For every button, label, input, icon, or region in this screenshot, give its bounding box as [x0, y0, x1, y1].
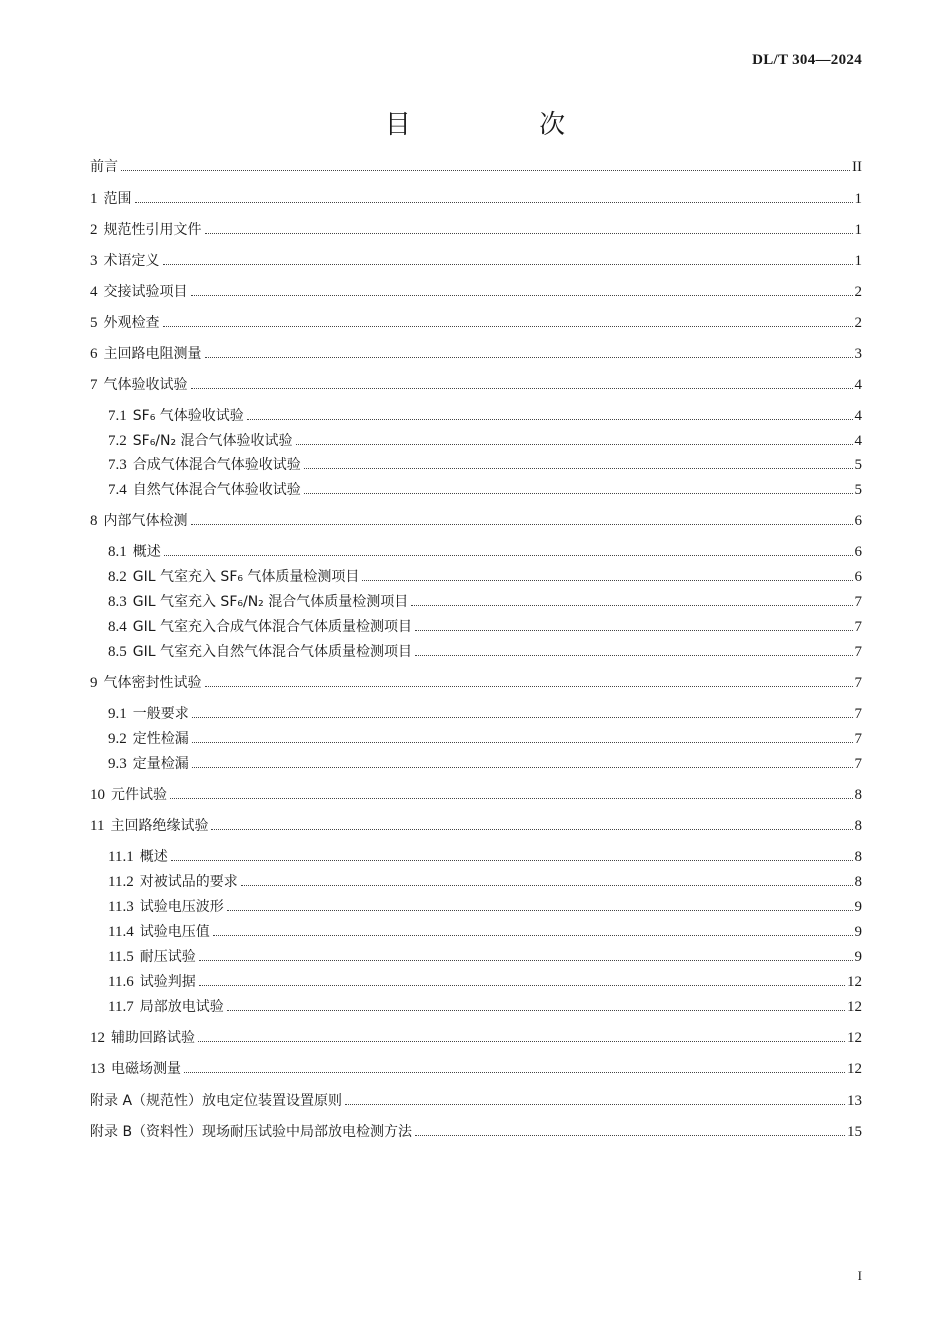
- toc-entry-title: 气体密封性试验: [103, 675, 202, 691]
- toc-entry-page: 13: [847, 1093, 862, 1109]
- toc-entry[interactable]: [108, 592, 862, 612]
- dot-leader: [192, 742, 853, 743]
- toc-entry[interactable]: [108, 922, 862, 942]
- toc-entry-number: 8.4: [108, 619, 127, 635]
- toc-entry[interactable]: [108, 997, 862, 1017]
- toc-entry-number: 4: [90, 284, 98, 300]
- toc-entry-page: 6: [854, 544, 862, 560]
- toc-entry-label: [108, 729, 189, 749]
- toc-entry-number: 13: [90, 1061, 105, 1077]
- toc-entry-title: 附录 B（资料性）现场耐压试验中局部放电检测方法: [90, 1124, 413, 1140]
- toc-entry-title: 外观检查: [103, 315, 160, 331]
- toc-entry[interactable]: [90, 1091, 862, 1111]
- toc-entry-page: 9: [854, 899, 862, 915]
- toc-entry[interactable]: [90, 673, 862, 693]
- toc-entry-page: 12: [847, 1061, 862, 1077]
- toc-entry-title: SF₆ 气体验收试验: [132, 408, 244, 424]
- toc-entry-number: 2: [90, 222, 98, 238]
- toc-entry-title: 辅助回路试验: [111, 1030, 195, 1046]
- toc-entry[interactable]: [108, 406, 862, 426]
- toc-entry-title: 术语定义: [103, 253, 160, 269]
- toc-entry-page: 5: [854, 482, 862, 498]
- dot-leader: [171, 860, 853, 861]
- toc-entry-label: [108, 897, 224, 917]
- toc-entry-title: 概述: [139, 849, 168, 865]
- dot-leader: [205, 686, 853, 687]
- dot-leader: [170, 798, 853, 799]
- toc-entry[interactable]: [108, 642, 862, 662]
- toc-entry-label: [90, 313, 160, 333]
- toc-entry[interactable]: [108, 431, 862, 451]
- toc-entry-page: 1: [854, 253, 862, 269]
- toc-entry-title: 自然气体混合气体验收试验: [132, 482, 301, 498]
- toc-entry-title: 交接试验项目: [103, 284, 188, 300]
- toc-entry[interactable]: [90, 251, 862, 271]
- toc-entry-title: 一般要求: [132, 706, 189, 722]
- toc-entry-label: [108, 592, 408, 612]
- dot-leader: [192, 767, 853, 768]
- toc-entry-page: 4: [854, 408, 862, 424]
- dot-leader: [415, 655, 853, 656]
- toc-entry-label: [108, 947, 196, 967]
- toc-entry-page: 4: [854, 433, 862, 449]
- toc-entry[interactable]: [108, 872, 862, 892]
- toc-entry-page: 8: [854, 818, 862, 834]
- toc-entry-page: 9: [854, 924, 862, 940]
- toc-entry-label: [90, 673, 202, 693]
- toc-entry-title: 概述: [132, 544, 161, 560]
- toc-entry-number: 11.1: [108, 849, 134, 865]
- toc-entry-page: 7: [854, 619, 862, 635]
- toc-entry-label: [90, 1059, 181, 1079]
- toc-entry-page: 2: [854, 315, 862, 331]
- toc-entry-label: [90, 220, 202, 240]
- toc-entry-number: 9.2: [108, 731, 127, 747]
- toc-entry-title: 试验电压波形: [139, 899, 224, 915]
- toc-entry-label: [108, 754, 189, 774]
- toc-entry[interactable]: [90, 1059, 862, 1079]
- dot-leader: [121, 170, 850, 171]
- toc-entry[interactable]: [108, 542, 862, 562]
- toc-entry-number: 7: [90, 377, 98, 393]
- toc-entry-title: GIL 气室充入 SF₆ 气体质量检测项目: [132, 569, 360, 585]
- toc-entry[interactable]: [108, 847, 862, 867]
- dot-leader: [345, 1104, 845, 1105]
- toc-entry-label: [90, 344, 202, 364]
- toc-entry-page: 7: [854, 594, 862, 610]
- dot-leader: [227, 910, 853, 911]
- toc-entry-label: [90, 1028, 195, 1048]
- toc-entry-number: 8.2: [108, 569, 127, 585]
- page-number: I: [857, 1268, 862, 1283]
- toc-entry-number: 12: [90, 1030, 105, 1046]
- toc-entry-title: GIL 气室充入 SF₆/N₂ 混合气体质量检测项目: [132, 594, 409, 610]
- toc-entry[interactable]: [108, 567, 862, 587]
- toc-entry[interactable]: [90, 157, 862, 177]
- toc-entry-title: GIL 气室充入合成气体混合气体质量检测项目: [132, 619, 412, 635]
- toc-entry-page: 8: [854, 874, 862, 890]
- toc-entry-label: [108, 567, 359, 587]
- dot-leader: [362, 580, 852, 581]
- toc-entry-title: 电磁场测量: [111, 1061, 181, 1077]
- dot-leader: [205, 233, 853, 234]
- toc-entry-page: 7: [854, 731, 862, 747]
- toc-entry-label: [108, 972, 196, 992]
- dot-leader: [163, 326, 853, 327]
- toc-entry-number: 1: [90, 191, 98, 207]
- toc-entry-number: 8.5: [108, 644, 127, 660]
- dot-leader: [304, 468, 853, 469]
- toc-entry-label: [108, 922, 210, 942]
- toc-entry-title: SF₆/N₂ 混合气体验收试验: [132, 433, 293, 449]
- dot-leader: [191, 524, 853, 525]
- toc-entry-page: 7: [854, 756, 862, 772]
- toc-entry-title: 规范性引用文件: [103, 222, 202, 238]
- dot-leader: [241, 885, 853, 886]
- dot-leader: [191, 388, 853, 389]
- toc-entry-title: 耐压试验: [139, 949, 196, 965]
- toc-entry-label: [90, 157, 118, 177]
- dot-leader: [415, 1135, 845, 1136]
- toc-entry-title: 气体验收试验: [103, 377, 188, 393]
- toc-entry-label: [108, 406, 244, 426]
- toc-entry-number: 7.3: [108, 457, 127, 473]
- toc-entry-number: 11.7: [108, 999, 134, 1015]
- toc-entry[interactable]: [108, 617, 862, 637]
- toc-entry-label: [108, 872, 238, 892]
- toc-entry-title: 前言: [90, 159, 118, 175]
- dot-leader: [227, 1010, 845, 1011]
- toc-entry-page: 7: [854, 675, 862, 691]
- toc-entry-title: 内部气体检测: [103, 513, 188, 529]
- toc-entry[interactable]: [108, 729, 862, 749]
- toc-entry-page: 4: [854, 377, 862, 393]
- toc-entry-title: 元件试验: [111, 787, 167, 803]
- dot-leader: [415, 630, 853, 631]
- toc-entry[interactable]: [90, 344, 862, 364]
- toc-entry-label: [108, 431, 293, 451]
- dot-leader: [205, 357, 853, 358]
- toc-entry-label: [108, 480, 301, 500]
- toc-entry-label: [90, 785, 167, 805]
- toc-entry-number: 11: [90, 818, 105, 834]
- toc-entry[interactable]: [90, 375, 862, 395]
- toc-entry-number: 7.1: [108, 408, 127, 424]
- toc-entry-number: 11.4: [108, 924, 134, 940]
- toc-entry-label: [108, 642, 412, 662]
- toc-entry-number: 6: [90, 346, 98, 362]
- toc-entry-number: 8.1: [108, 544, 127, 560]
- dot-leader: [304, 493, 853, 494]
- toc-entry-label: [90, 189, 132, 209]
- toc-entry-label: [90, 375, 188, 395]
- toc-entry[interactable]: [108, 754, 862, 774]
- toc-entry[interactable]: [90, 189, 862, 209]
- toc-entry-number: 9.3: [108, 756, 127, 772]
- toc-entry-page: 12: [847, 1030, 862, 1046]
- toc-entry-title: 试验电压值: [139, 924, 210, 940]
- dot-leader: [135, 202, 853, 203]
- toc-entry-number: 3: [90, 253, 98, 269]
- toc-entry-page: 7: [854, 644, 862, 660]
- dot-leader: [163, 264, 853, 265]
- toc-entry-number: 7.2: [108, 433, 127, 449]
- toc-entry-page: 1: [854, 191, 862, 207]
- toc-entry-page: 12: [847, 974, 862, 990]
- toc-entry-number: 11.3: [108, 899, 134, 915]
- dot-leader: [191, 295, 853, 296]
- toc-entry-label: [90, 282, 188, 302]
- toc-entry-label: [108, 455, 301, 475]
- toc-entry[interactable]: [108, 897, 862, 917]
- toc-entry[interactable]: [90, 313, 862, 333]
- toc-entry-page: 9: [854, 949, 862, 965]
- toc-entry-page: 8: [854, 787, 862, 803]
- toc-entry-page: 5: [854, 457, 862, 473]
- toc-entry-number: 11.5: [108, 949, 134, 965]
- toc-entry[interactable]: [108, 455, 862, 475]
- toc-entry-label: [108, 617, 412, 637]
- toc-entry[interactable]: [108, 704, 862, 724]
- toc-entry-title: GIL 气室充入自然气体混合气体质量检测项目: [132, 644, 412, 660]
- toc-entry[interactable]: [108, 480, 862, 500]
- toc-entry[interactable]: [90, 220, 862, 240]
- toc-entry-label: [90, 511, 188, 531]
- toc-entry-page: 7: [854, 706, 862, 722]
- toc-entry[interactable]: [90, 1122, 862, 1142]
- toc-entry-page: 8: [854, 849, 862, 865]
- toc-entry-label: [108, 997, 224, 1017]
- toc-entry-page: 6: [854, 569, 862, 585]
- toc-entry-title: 试验判据: [139, 974, 196, 990]
- toc-entry[interactable]: [90, 816, 862, 836]
- toc-entry-label: [90, 251, 160, 271]
- toc-entry[interactable]: [108, 972, 862, 992]
- dot-leader: [199, 960, 853, 961]
- toc-entry-page: 15: [847, 1124, 862, 1140]
- toc-entry-page: 3: [854, 346, 862, 362]
- toc-entry[interactable]: [90, 1028, 862, 1048]
- toc-entry-number: 9.1: [108, 706, 127, 722]
- document-code: DL/T 304—2024: [752, 52, 862, 68]
- toc-entry[interactable]: [90, 785, 862, 805]
- toc-entry-label: [108, 704, 189, 724]
- toc-entry[interactable]: [90, 511, 862, 531]
- toc-entry-title: 定性检漏: [132, 731, 189, 747]
- toc-entry-label: [90, 1122, 412, 1142]
- toc-entry-title: 主回路电阻测量: [103, 346, 202, 362]
- toc-entry-page: 2: [854, 284, 862, 300]
- dot-leader: [164, 555, 853, 556]
- toc-entry-title: 局部放电试验: [139, 999, 224, 1015]
- toc-entry-page: II: [852, 159, 862, 175]
- dot-leader: [198, 1041, 845, 1042]
- dot-leader: [247, 419, 853, 420]
- dot-leader: [211, 829, 852, 830]
- toc-entry-label: [90, 1091, 342, 1111]
- toc-entry[interactable]: [90, 282, 862, 302]
- toc-entry-title: 定量检漏: [132, 756, 189, 772]
- toc-entry-number: 8: [90, 513, 98, 529]
- toc-entry-title: 对被试品的要求: [139, 874, 238, 890]
- dot-leader: [199, 985, 845, 986]
- toc-entry-page: 12: [847, 999, 862, 1015]
- toc-entry-number: 11.2: [108, 874, 134, 890]
- toc-entry-number: 5: [90, 315, 98, 331]
- toc-entry-page: 1: [854, 222, 862, 238]
- toc-entry-page: 6: [854, 513, 862, 529]
- toc-entry-label: [108, 542, 161, 562]
- dot-leader: [184, 1072, 845, 1073]
- toc-entry-title: 范围: [103, 191, 132, 207]
- toc-entry-label: [90, 816, 208, 836]
- toc-entry-number: 11.6: [108, 974, 134, 990]
- dot-leader: [192, 717, 853, 718]
- toc-entry-number: 8.3: [108, 594, 127, 610]
- toc-entry-number: 7.4: [108, 482, 127, 498]
- toc-entry-title: 附录 A（规范性）放电定位装置设置原则: [90, 1093, 343, 1109]
- toc-entry-label: [108, 847, 168, 867]
- dot-leader: [213, 935, 853, 936]
- toc-entry-number: 9: [90, 675, 98, 691]
- toc-entry-title: 合成气体混合气体验收试验: [132, 457, 301, 473]
- dot-leader: [296, 444, 853, 445]
- toc-entry[interactable]: [108, 947, 862, 967]
- dot-leader: [411, 605, 852, 606]
- toc-entry-number: 10: [90, 787, 105, 803]
- toc-entry-title: 主回路绝缘试验: [110, 818, 209, 834]
- page-title: 目 次: [384, 110, 626, 140]
